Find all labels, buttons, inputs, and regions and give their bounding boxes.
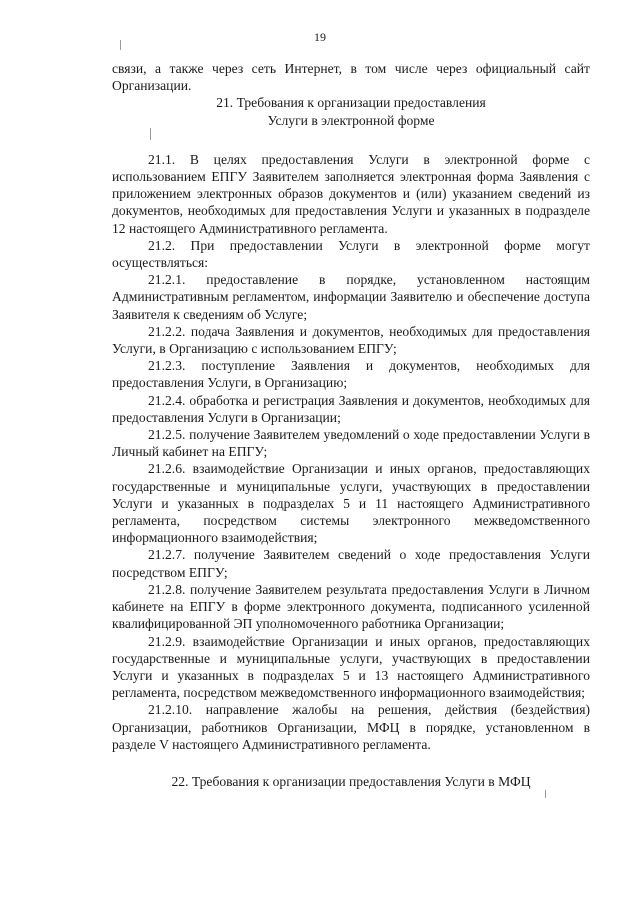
paragraph-21-2-1: 21.2.1. предоставление в порядке, установленном настоящим Административным регламентом, информации Заявителю и обеспечение доступа Заявителя к сведениям об Услуге; <box>112 272 590 322</box>
section-22-title: 22. Требования к организации предоставления Услуги в МФЦ <box>171 773 531 789</box>
paragraph-21-2: 21.2. При предоставлении Услуги в электронной форме могут осуществляться: <box>112 237 590 271</box>
page-number: 19 <box>314 30 326 44</box>
paragraph-21-2-6: 21.2.6. взаимодействие Организации и иных органов, предоставляющих государственные и муниципальные услуги, участвующих в предоставлении Услуги и указанных в подразделах 5 и 11 настоящего Административного регламента, посредством системы электронного межведомственного информационного взаимодействия; <box>112 461 590 546</box>
scan-speck <box>120 40 121 50</box>
paragraph-21-2-9: 21.2.9. взаимодействие Организации и иных органов, предоставляющих государственные и муниципальные услуги, участвующих в предоставлении Услуги и указанных в подразделах 5 и 13 настоящего Административного регламента, посредством межведомственного информационного взаимодействия; <box>112 633 590 701</box>
section-21-title-line1: 21. Требования к организации предоставления <box>216 95 486 111</box>
paragraph-21-2-2: 21.2.2. подача Заявления и документов, необходимых для предоставления Услуги, в Организацию с использованием ЕПГУ; <box>112 323 590 357</box>
paragraph-21-2-4: 21.2.4. обработка и регистрация Заявления и документов, необходимых для предоставления Услуги в Организации; <box>112 392 590 425</box>
intro-paragraph: связи, а также через сеть Интернет, в том числе через официальный сайт Организации. <box>112 61 590 94</box>
scan-speck <box>150 128 151 140</box>
section-21-title-line2: Услуги в электронной форме <box>267 112 435 128</box>
paragraph-21-2-8: 21.2.8. получение Заявителем результата предоставления Услуги в Личном кабинете на ЕПГУ в форме электронного документа, подписанного усиленной квалифицированной ЭП уполномоченного работника Организации; <box>112 581 590 632</box>
paragraph-21-2-10: 21.2.10. направление жалобы на решения, действия (бездействия) Организации, работников Организации, МФЦ в порядке, установленном в разделе V настоящего Административного регламента. <box>112 702 590 752</box>
paragraph-21-2-5: 21.2.5. получение Заявителем уведомлений о ходе предоставлении Услуги в Личный кабинет на ЕПГУ; <box>112 427 590 460</box>
scan-speck <box>545 790 546 798</box>
paragraph-21-2-3: 21.2.3. поступление Заявления и документов, необходимых для предоставления Услуги, в Организацию; <box>112 358 590 391</box>
paragraph-21-2-7: 21.2.7. получение Заявителем сведений о ходе предоставления Услуги посредством ЕПГУ; <box>112 547 590 580</box>
document-body <box>112 60 590 790</box>
section-21-heading <box>112 94 590 128</box>
paragraph-21-1: 21.1. В целях предоставления Услуги в электронной форме с использованием ЕПГУ Заявителем заполняется электронная форма Заявления с приложением электронных образов документов и (или) указанием сведений из документов, необходимых для предоставления Услуги и указанных в подразделе 12 настоящего Административного регламента. <box>112 151 590 236</box>
